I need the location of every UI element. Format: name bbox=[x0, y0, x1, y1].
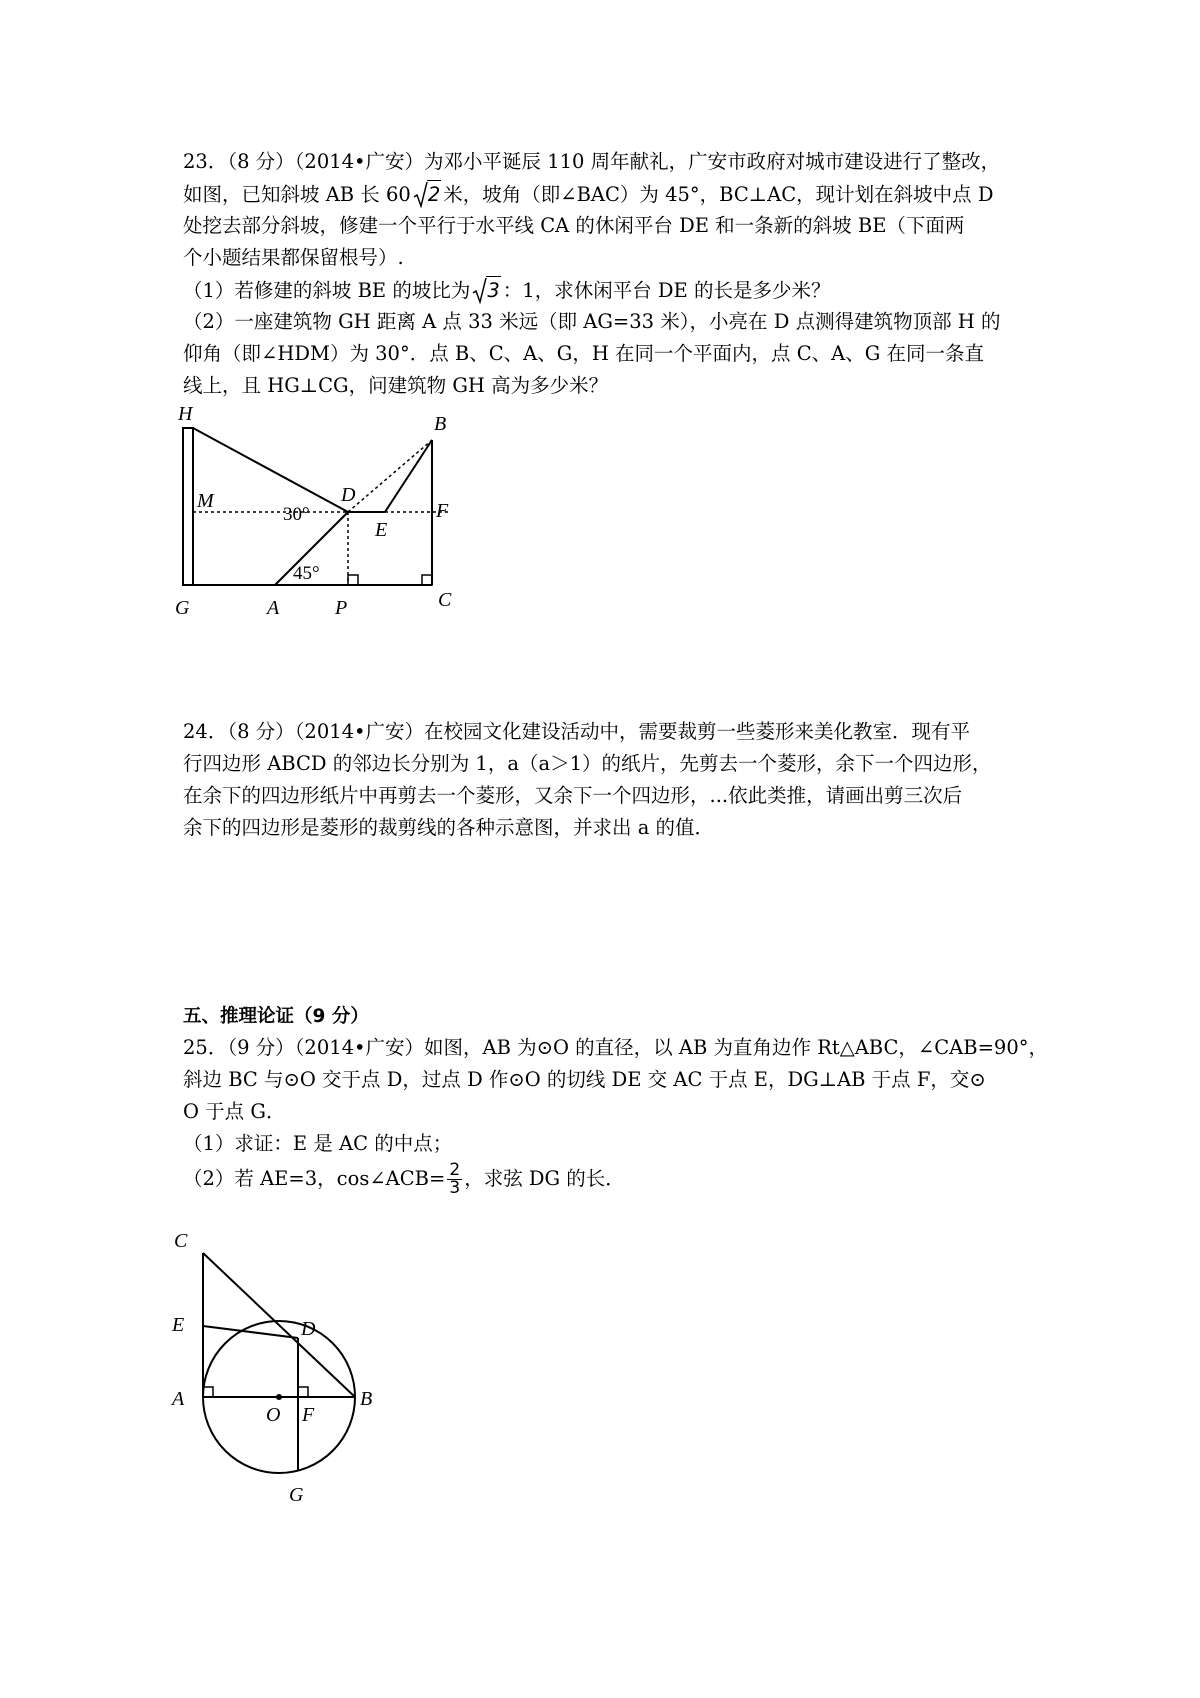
label-angle-45: 45° bbox=[293, 563, 320, 584]
q25-part-2-text-a: （2）若 AE=3，cos∠ACB= bbox=[183, 1167, 446, 1190]
q23-line-3: 处挖去部分斜坡，修建一个平行于水平线 CA 的休闲平台 DE 和一条新的斜坡 BE（下面两 bbox=[183, 214, 965, 237]
right-angle-mark-p bbox=[348, 575, 358, 585]
label-d: D bbox=[301, 1318, 316, 1340]
q23-line-4: 个小题结果都保留根号）. bbox=[183, 246, 404, 269]
label-e: E bbox=[172, 1314, 185, 1336]
building-gh bbox=[183, 428, 193, 585]
label-p: P bbox=[335, 597, 348, 619]
sqrt-expression bbox=[472, 276, 500, 305]
right-angle-mark-f bbox=[298, 1387, 308, 1397]
label-m: M bbox=[197, 490, 214, 512]
q24-line-4: 余下的四边形是菱形的裁剪线的各种示意图，并求出 a 的值． bbox=[183, 816, 715, 839]
sqrt-radicand: 2 bbox=[427, 180, 441, 209]
q23-line-2-text-a: 如图，已知斜坡 AB 长 60 bbox=[183, 183, 411, 206]
label-h: H bbox=[178, 403, 193, 425]
center-point-o bbox=[276, 1394, 282, 1400]
label-b: B bbox=[434, 413, 447, 435]
label-d: D bbox=[341, 484, 356, 506]
q23-part-2-line-1: （2）一座建筑物 GH 距离 A 点 33 米远（即 AG=33 米），小亮在 D 点测得建筑物顶部 H 的 bbox=[183, 310, 1001, 333]
segment-cb bbox=[203, 1253, 355, 1397]
q23-figure bbox=[170, 395, 470, 625]
label-f: F bbox=[302, 1404, 315, 1426]
q23-part-1-text-a: （1）若修建的斜坡 BE 的坡比为 bbox=[183, 279, 471, 302]
right-angle-mark-c bbox=[422, 575, 432, 585]
q23-part-2-line-2: 仰角（即∠HDM）为 30°．点 B、C、A、G，H 在同一个平面内，点 C、A、G 在同一条直 bbox=[183, 342, 984, 365]
label-c: C bbox=[438, 589, 452, 611]
right-angle-mark-a bbox=[203, 1387, 213, 1397]
label-g: G bbox=[289, 1484, 304, 1506]
q23-line-2 bbox=[183, 180, 993, 209]
q25-part-1: （1）求证：E 是 AC 的中点； bbox=[183, 1132, 453, 1155]
label-g: G bbox=[175, 597, 190, 619]
label-o: O bbox=[266, 1404, 281, 1426]
q24-line-3: 在余下的四边形纸片中再剪去一个菱形，又余下一个四边形，...依此类推，请画出剪三次后 bbox=[183, 784, 963, 807]
fraction bbox=[447, 1162, 462, 1197]
segment-hd bbox=[193, 428, 348, 512]
q24-line-2: 行四边形 ABCD 的邻边长分别为 1，a（a＞1）的纸片，先剪去一个菱形，余下一个四边形， bbox=[183, 752, 992, 775]
label-a: A bbox=[267, 597, 280, 619]
q23-part-1 bbox=[183, 276, 830, 305]
q25-part-2-text-b: ，求弦 DG 的长． bbox=[464, 1167, 625, 1190]
label-f: F bbox=[436, 500, 449, 522]
sqrt-radicand: 3 bbox=[486, 276, 500, 305]
label-b: B bbox=[360, 1388, 373, 1410]
segment-db-dotted bbox=[348, 440, 432, 512]
section-heading: 五、推理论证（9 分） bbox=[183, 1006, 369, 1027]
q25-figure bbox=[170, 1225, 390, 1535]
q25-part-2 bbox=[183, 1162, 625, 1197]
fraction-denominator: 3 bbox=[449, 1178, 461, 1198]
q25-line-1: 25．（9 分）（2014•广安）如图，AB 为⊙O 的直径，以 AB 为直角边作 Rt△ABC，∠CAB=90°， bbox=[183, 1036, 1048, 1059]
label-angle-30: 30° bbox=[283, 504, 310, 525]
label-c: C bbox=[174, 1230, 188, 1252]
q25-line-2: 斜边 BC 与⊙O 交于点 D，过点 D 作⊙O 的切线 DE 交 AC 于点 E，DG⊥AB 于点 F，交⊙ bbox=[183, 1068, 986, 1091]
q24-line-1: 24．（8 分）（2014•广安）在校园文化建设活动中，需要裁剪一些菱形来美化教室．现有平 bbox=[183, 720, 971, 743]
label-a: A bbox=[172, 1388, 185, 1410]
sqrt-expression bbox=[413, 180, 441, 209]
segment-eb bbox=[385, 440, 432, 512]
q23-part-2-line-3: 线上，且 HG⊥CG，问建筑物 GH 高为多少米？ bbox=[183, 374, 609, 397]
q23-line-1: 23．（8 分）（2014•广安）为邓小平诞辰 110 周年献礼，广安市政府对城市建设进行了整改， bbox=[183, 150, 1001, 173]
label-e: E bbox=[375, 519, 388, 541]
q25-line-3: O 于点 G． bbox=[183, 1100, 286, 1123]
q23-part-1-text-b: ：1，求休闲平台 DE 的长是多少米？ bbox=[502, 279, 831, 302]
segment-de bbox=[203, 1326, 298, 1338]
fraction-numerator: 2 bbox=[449, 1160, 461, 1180]
q23-line-2-text-b: 米，坡角（即∠BAC）为 45°，BC⊥AC，现计划在斜坡中点 D bbox=[443, 183, 994, 206]
